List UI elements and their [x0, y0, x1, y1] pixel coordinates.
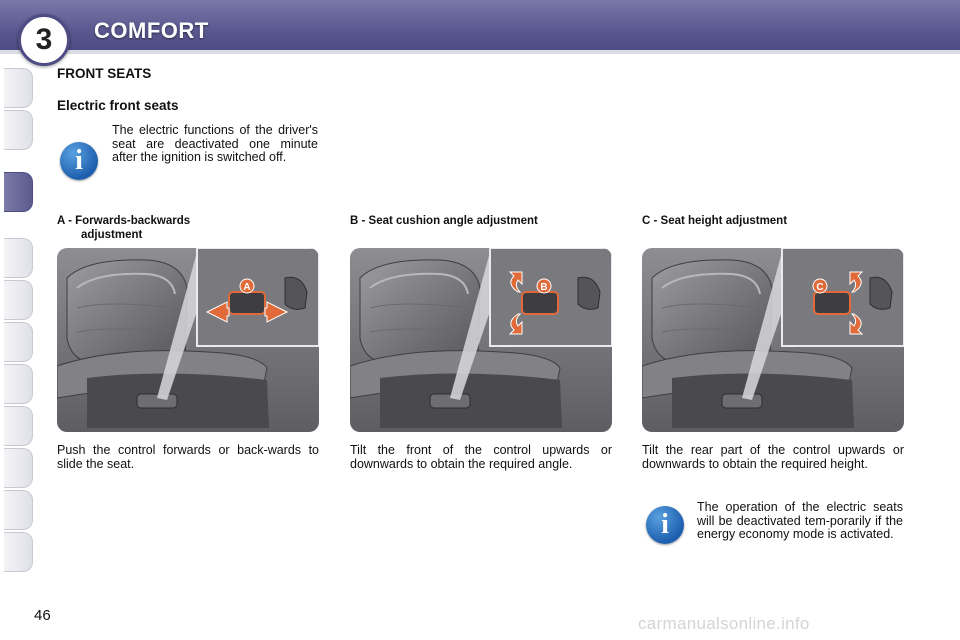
watermark: carmanualsonline.info	[638, 614, 810, 633]
info-note-energy-economy: The operation of the electric seats will be deactivated tem-porarily if the energy economy mode is activated.	[697, 500, 903, 541]
chapter-tab[interactable]	[4, 364, 33, 404]
seat-illustration-c	[642, 248, 904, 432]
seat-illustration-a	[57, 248, 319, 432]
chapter-tabs	[0, 68, 34, 578]
control-label-c: C	[816, 282, 824, 293]
caption-a: Push the control forwards or back-wards to slide the seat.	[57, 443, 319, 471]
chapter-tab[interactable]	[4, 238, 33, 278]
caption-b: Tilt the front of the control upwards or downwards to obtain the required angle.	[350, 443, 612, 471]
chapter-tab[interactable]	[4, 68, 33, 108]
chapter-number-badge: 3	[18, 14, 70, 66]
header-divider	[0, 50, 960, 54]
subsection-title: Electric front seats	[57, 98, 179, 113]
seat-drawing-c	[642, 248, 904, 432]
seat-drawing-b	[350, 248, 612, 432]
info-icon: i	[60, 142, 98, 180]
control-label-a: A	[243, 282, 251, 293]
chapter-tab[interactable]	[4, 322, 33, 362]
column-title-a	[57, 215, 319, 242]
page-number: 46	[34, 607, 51, 624]
seat-illustration-b	[350, 248, 612, 432]
info-note-ignition: The electric functions of the driver's seat are deactivated one minute after the ignition is switched off.	[112, 123, 318, 164]
chapter-tab[interactable]	[4, 490, 33, 530]
column-title-a-line2: adjustment	[81, 228, 143, 241]
chapter-tab[interactable]	[4, 532, 33, 572]
section-title: FRONT SEATS	[57, 66, 152, 81]
chapter-tab[interactable]	[4, 448, 33, 488]
chapter-tab[interactable]	[4, 110, 33, 150]
chapter-tab[interactable]	[4, 280, 33, 320]
column-title-b-line1: B - Seat cushion angle adjustment	[350, 215, 538, 227]
chapter-title: COMFORT	[94, 18, 209, 43]
control-label-b: B	[540, 282, 548, 293]
column-title-b	[350, 215, 612, 229]
column-title-c-line1: C - Seat height adjustment	[642, 215, 788, 227]
column-title-c	[642, 215, 904, 229]
seat-drawing-a	[57, 248, 319, 432]
column-title-a-line1: A - Forwards-backwards	[57, 215, 191, 227]
caption-c: Tilt the rear part of the control upwards or downwards to obtain the required height.	[642, 443, 904, 471]
info-icon: i	[646, 506, 684, 544]
chapter-tab[interactable]	[4, 406, 33, 446]
chapter-tab-active[interactable]	[4, 172, 33, 212]
